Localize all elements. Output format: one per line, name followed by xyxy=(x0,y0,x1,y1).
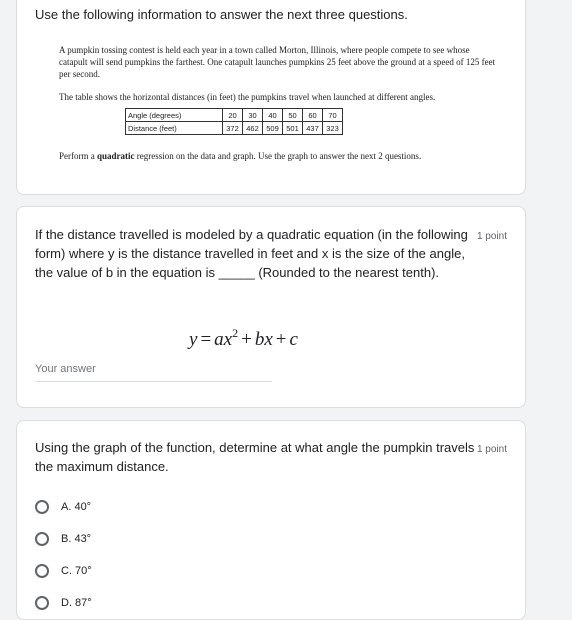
passage-paragraph-1: A pumpkin tossing contest is held each year in a town called Morton, Illinois, where people compete to see whose catapult will send pumpkins the farthest. One catapult launches pumpkins 25 feet above the ground at a speed of 125 feet per second. xyxy=(59,45,496,79)
question-card-1 xyxy=(16,206,526,408)
eq-exponent: 2 xyxy=(232,326,239,340)
data-table xyxy=(125,108,343,135)
table-cell: 60 xyxy=(303,109,323,122)
option-label: B. 43° xyxy=(61,533,92,545)
option-b[interactable] xyxy=(35,529,91,549)
table-cell: 20 xyxy=(223,109,243,122)
table-cell: 323 xyxy=(323,122,343,135)
points-label: 1 point xyxy=(476,444,507,455)
table-row xyxy=(126,122,343,135)
eq-plus: + xyxy=(275,329,287,350)
passage-paragraph-3 xyxy=(59,151,499,161)
eq-equals: = xyxy=(200,329,212,350)
answer-input[interactable]: Your answer xyxy=(35,363,96,375)
table-row-label: Angle (degrees) xyxy=(126,109,223,122)
table-cell: 462 xyxy=(243,122,263,135)
table-cell: 40 xyxy=(263,109,283,122)
table-cell: 70 xyxy=(323,109,343,122)
option-label: A. 40° xyxy=(61,501,92,513)
option-d[interactable] xyxy=(35,593,92,613)
eq-c: c xyxy=(289,329,298,350)
eq-ax: ax xyxy=(214,329,233,350)
answer-underline xyxy=(35,381,272,382)
table-cell: 509 xyxy=(263,122,283,135)
radio-button[interactable] xyxy=(35,564,49,578)
option-label: D. 87° xyxy=(61,597,92,609)
table-row-label: Distance (feet) xyxy=(126,122,223,135)
para3-pre: Perform a xyxy=(59,151,97,161)
radio-button[interactable] xyxy=(35,596,49,610)
equation xyxy=(189,326,298,351)
question-card-2 xyxy=(16,420,526,620)
option-label: C. 70° xyxy=(61,565,92,577)
radio-button[interactable] xyxy=(35,500,49,514)
table-cell: 501 xyxy=(283,122,303,135)
option-c[interactable] xyxy=(35,561,92,581)
eq-y: y xyxy=(189,329,198,350)
table-cell: 437 xyxy=(303,122,323,135)
table-row xyxy=(126,109,343,122)
intro-text: Use the following information to answer the next three questions. xyxy=(35,7,408,22)
info-card xyxy=(16,0,526,195)
points-label: 1 point xyxy=(476,231,507,242)
table-cell: 30 xyxy=(243,109,263,122)
question-text: If the distance travelled is modeled by a quadratic equation (in the following form) where y is the distance travelled in feet and x is the size of the angle, the value of b in the equation is _____ (Rounded to the nearest tenth). xyxy=(35,227,468,280)
table-cell: 372 xyxy=(223,122,243,135)
question-text: Using the graph of the function, determine at what angle the pumpkin travels the maximum distance. xyxy=(35,440,475,474)
table-cell: 50 xyxy=(283,109,303,122)
passage-paragraph-2: The table shows the horizontal distances (in feet) the pumpkins travel when launched at different angles. xyxy=(59,92,436,102)
radio-button[interactable] xyxy=(35,532,49,546)
para3-bold: quadratic xyxy=(97,151,135,161)
para3-post: regression on the data and graph. Use the graph to answer the next 2 questions. xyxy=(134,151,422,161)
eq-bx: bx xyxy=(254,329,273,350)
option-a[interactable] xyxy=(35,497,91,517)
eq-plus: + xyxy=(241,329,252,350)
